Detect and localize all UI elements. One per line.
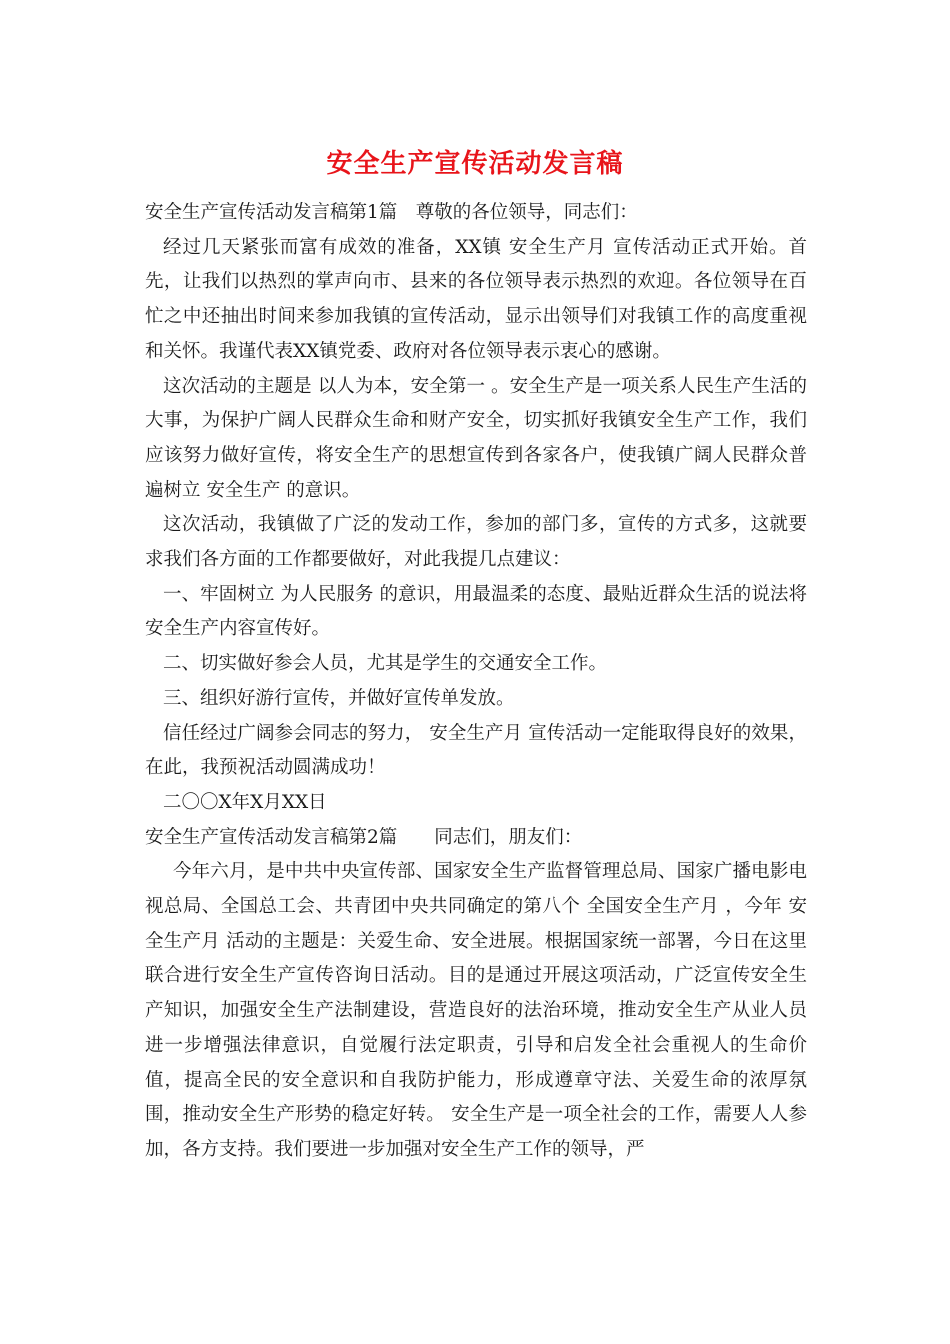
paragraph-heading-1: 安全生产宣传活动发言稿第1篇 尊敬的各位领导，同志们：: [145, 202, 638, 223]
document-body: [145, 196, 807, 1168]
paragraph: 这次活动，我镇做了广泛的发动工作，参加的部门多，宣传的方式多，这就要求我们各方面的工作都要做好，对此我提几点建议：: [145, 514, 807, 571]
paragraph: 今年六月，是中共中央宣传部、国家安全生产监督管理总局、国家广播电影电视总局、全国总工会、共青团中央共同确定的第八个 全国安全生产月 ，今年 安全生产月 活动的主题是：关爱生命、安全进展。根据国家统一部署，今日在这里联合进行安全生产宣传咨询日活动。目的是通过开展这项活动，广泛宣传安全生产知识，加强安全生产法制建设，营造良好的法治环境，推动安全生产从业人员进一步增强法律意识，自觉履行法定职责，引导和启发全社会重视人的生命价值，提高全民的安全意识和自我防护能力，形成遵章守法、关爱生命的浓厚氛围，推动安全生产形势的稳定好转。 安全生产是一项全社会的工作，需要人人参加，各方支持。我们要进一步加强对安全生产工作的领导，严: [145, 861, 807, 1160]
paragraph-date: 二〇〇X年X月XX日: [163, 791, 327, 813]
paragraph-list-item: 三、组织好游行宣传，并做好宣传单发放。: [163, 687, 515, 709]
paragraph: 经过几天紧张而富有成效的准备，XX镇 安全生产月 宣传活动正式开始。首先，让我们以热烈的掌声向市、县来的各位领导表示热烈的欢迎。各位领导在百忙之中还抽出时间来参加我镇的宣传活动，显示出领导们对我镇工作的高度重视和关怀。我谨代表XX镇党委、政府对各位领导表示衷心的感谢。: [145, 236, 807, 362]
paragraph-list-item: 一、牢固树立 为人民服务 的意识，用最温柔的态度、最贴近群众生活的说法将安全生产内容宣传好。: [145, 583, 807, 640]
document-title: 安全生产宣传活动发言稿: [326, 149, 624, 179]
paragraph: 这次活动的主题是 以人为本，安全第一 。安全生产是一项关系人民生产生活的大事，为保护广阔人民群众生命和财产安全，切实抓好我镇安全生产工作，我们应该努力做好宣传，将安全生产的思想宣传到各家各户，使我镇广阔人民群众普遍树立 安全生产 的意识。: [145, 375, 807, 501]
paragraph-heading-2: 安全生产宣传活动发言稿第2篇 同志们，朋友们：: [145, 826, 583, 848]
paragraph: 信任经过广阔参会同志的努力， 安全生产月 宣传活动一定能取得良好的效果，在此，我预祝活动圆满成功！: [145, 722, 807, 779]
paragraph-list-item: 二、切实做好参会人员，尤其是学生的交通安全工作。: [163, 653, 608, 675]
